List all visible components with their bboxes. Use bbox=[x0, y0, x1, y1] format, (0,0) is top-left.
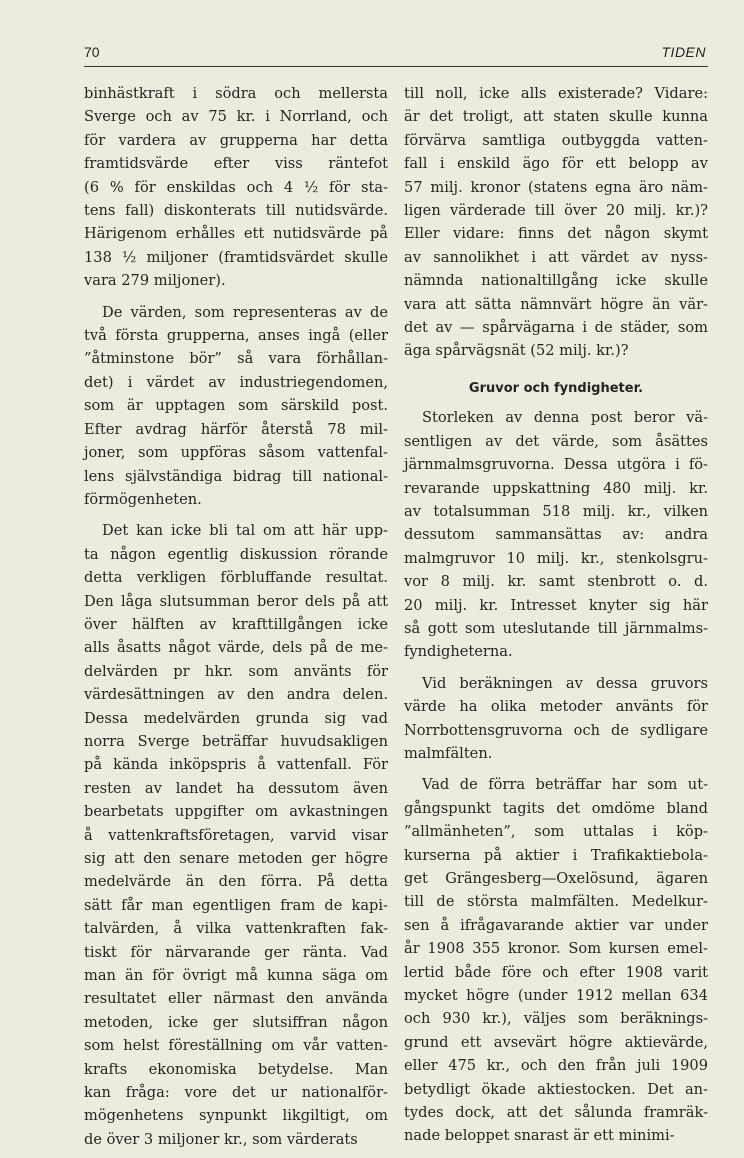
text-line: Härigenom erhålles ett nutidsvärde på bbox=[84, 225, 388, 243]
text-line: nämnda nationaltillgång icke skulle bbox=[404, 272, 708, 290]
text-line: vara 279 miljoner). bbox=[84, 272, 226, 290]
text-line: det av — spårvägarna i de städer, som bbox=[404, 319, 708, 337]
text-line: vara att sätta nämnvärt högre än vär- bbox=[404, 295, 708, 313]
paragraph bbox=[84, 82, 388, 293]
text-line: detta verkligen förbluffande resultat. bbox=[84, 569, 388, 587]
text-line: betydligt ökade aktiestocken. Det an- bbox=[404, 1080, 708, 1098]
text-line: å vattenkraftsföretagen, varvid visar bbox=[84, 826, 388, 844]
text-line: nade beloppet snarast är ett minimi- bbox=[404, 1127, 675, 1145]
text-line: 138 ½ miljoner (framtidsvärdet skulle bbox=[84, 248, 388, 266]
text-line: norra Sverge beträffar huvudsakligen bbox=[84, 732, 388, 750]
text-line: sig att den senare metoden ger högre bbox=[84, 850, 388, 867]
text-line: för vardera av grupperna har detta bbox=[84, 131, 388, 149]
text-line: Dessa medelvärden grunda sig vad bbox=[84, 709, 388, 727]
text-line: lens självständiga bidrag till national- bbox=[84, 467, 388, 485]
text-line: till noll, icke alls existerade? Vidare: bbox=[404, 85, 708, 102]
text-line: get Grängesberg—Oxelösund, ägaren bbox=[404, 870, 708, 887]
running-header bbox=[84, 36, 708, 67]
text-line: förmögenheten. bbox=[84, 490, 202, 508]
text-line: tydes dock, att det sålunda framräk- bbox=[404, 1104, 708, 1122]
paragraph bbox=[404, 82, 708, 363]
text-line: resultatet eller närmast den använda bbox=[84, 990, 388, 1008]
text-line: bearbetats uppgifter om avkastningen bbox=[84, 803, 388, 821]
text-line: förvärva samtliga outbyggda vatten- bbox=[404, 131, 708, 149]
text-line: Storleken av denna post beror vä- bbox=[422, 409, 708, 427]
text-line: lertid både före och efter 1908 varit bbox=[404, 963, 708, 981]
text-line: värde ha olika metoder använts för bbox=[404, 698, 708, 716]
text-line: 57 milj. kronor (statens egna äro näm- bbox=[404, 178, 708, 196]
text-line: ”åtminstone bör” så vara förhållan- bbox=[84, 350, 388, 368]
text-line: till de största malmfälten. Medelkur- bbox=[404, 893, 708, 911]
paragraph bbox=[84, 301, 388, 512]
text-line: resten av landet ha dessutom även bbox=[84, 779, 388, 797]
text-line: sen å ifrågavarande aktier var under bbox=[404, 916, 708, 934]
text-line: medelvärde än den förra. På detta bbox=[84, 873, 388, 891]
text-line: värdesättningen av den andra delen. bbox=[84, 686, 388, 704]
text-line: Vad de förra beträffar har som ut- bbox=[422, 776, 708, 794]
section-heading: Gruvor och fyndigheter. bbox=[468, 380, 644, 396]
text-line: sätt får man egentligen fram de kapi- bbox=[84, 896, 388, 914]
text-line: Den låga slutsumman beror dels på att bbox=[84, 592, 388, 610]
text-line: Vid beräkningen av dessa gruvors bbox=[422, 674, 708, 692]
text-line: år 1908 355 kronor. Som kursen emel- bbox=[404, 940, 708, 958]
text-line: de över 3 miljoner kr., som värderats bbox=[84, 1130, 358, 1148]
text-line: dessutom sammansättas av: andra bbox=[404, 526, 708, 544]
text-line: Norrbottensgruvorna och de sydligare bbox=[404, 721, 708, 739]
text-line: järnmalmsgruvorna. Dessa utgöra i fö- bbox=[404, 456, 708, 474]
text-line: vor 8 milj. kr. samt stenbrott o. d. bbox=[404, 573, 708, 591]
text-line: två första grupperna, anses ingå (eller bbox=[84, 327, 388, 345]
text-line: av totalsumman 518 milj. kr., vilken bbox=[404, 502, 708, 520]
paragraph bbox=[404, 406, 708, 663]
text-line: så gott som uteslutande till järnmalms- bbox=[404, 619, 708, 637]
right-column bbox=[404, 82, 708, 1148]
text-line: av sannolikhet i att värdet av nyss- bbox=[404, 248, 708, 266]
text-line: fyndigheterna. bbox=[404, 643, 513, 661]
paragraph bbox=[404, 672, 708, 766]
text-line: mycket högre (under 1912 mellan 634 bbox=[404, 987, 708, 1005]
text-line: revarande uppskattning 480 milj. kr. bbox=[404, 479, 708, 497]
text-line: över hälften av krafttillgången icke bbox=[84, 615, 388, 633]
text-line: joner, som uppföras såsom vattenfal- bbox=[84, 444, 388, 462]
text-line: äga spårvägsnät (52 milj. kr.)? bbox=[404, 342, 629, 360]
section-body bbox=[404, 406, 708, 1148]
text-line: grund ett avsevärt högre aktievärde, bbox=[404, 1033, 708, 1051]
text-line: eller 475 kr., och den från juli 1909 bbox=[404, 1057, 708, 1075]
text-line: binhästkraft i södra och mellersta bbox=[84, 85, 388, 102]
paragraph bbox=[84, 519, 388, 1151]
text-line: Eller vidare: finns det någon skymt bbox=[404, 225, 708, 243]
text-line: är det troligt, att staten skulle kunna bbox=[404, 108, 708, 126]
text-line: Sverge och av 75 kr. i Norrland, och bbox=[84, 108, 388, 126]
text-line: det) i värdet av industriegendomen, bbox=[84, 373, 388, 391]
text-line: man än för övrigt må kunna säga om bbox=[84, 967, 388, 985]
text-line: malmgruvor 10 milj. kr., stenkolsgru- bbox=[404, 549, 708, 567]
left-column bbox=[84, 82, 388, 1151]
text-line: på kända inköpspris å vattenfall. För bbox=[84, 756, 388, 774]
text-line: krafts ekonomiska betydelse. Man bbox=[84, 1060, 388, 1078]
text-line: mögenhetens synpunkt likgiltigt, om bbox=[84, 1107, 388, 1125]
text-line: fall i enskild ägo för ett belopp av bbox=[404, 155, 708, 173]
text-line: Det kan icke bli tal om att här upp- bbox=[102, 522, 388, 540]
text-line: och 930 kr.), väljes som beräknings- bbox=[404, 1010, 708, 1028]
text-line: De värden, som representeras av de bbox=[102, 303, 388, 321]
text-line: Efter avdrag härför återstå 78 mil- bbox=[84, 420, 388, 438]
text-line: alls åsatts något värde, dels på de me- bbox=[84, 639, 388, 657]
text-line: tiskt för närvarande ger ränta. Vad bbox=[84, 943, 388, 961]
text-line: gångspunkt tagits det omdöme bland bbox=[404, 799, 708, 817]
text-line: delvärden pr hkr. som använts för bbox=[84, 662, 388, 680]
text-line: ta någon egentlig diskussion rörande bbox=[84, 545, 388, 563]
text-line: som är upptagen som särskild post. bbox=[84, 397, 388, 415]
text-line: tens fall) diskonterats till nutidsvärde. bbox=[84, 202, 388, 220]
text-line: sentligen av det värde, som åsättes bbox=[404, 432, 708, 450]
text-line: (6 % för enskildas och 4 ½ för sta- bbox=[84, 178, 388, 196]
text-line: framtidsvärde efter viss räntefot bbox=[84, 155, 388, 173]
text-line: ligen värderade till över 20 milj. kr.)? bbox=[404, 202, 708, 220]
text-line: som helst föreställning om vår vatten- bbox=[84, 1037, 388, 1055]
text-line: 20 milj. kr. Intresset knyter sig här bbox=[404, 596, 708, 614]
text-line: malmfälten. bbox=[404, 744, 493, 762]
text-line: kan fråga: vore det ur nationalför- bbox=[84, 1084, 388, 1102]
page-number: 70 bbox=[84, 44, 100, 60]
paragraph bbox=[404, 773, 708, 1148]
journal-title: TIDEN bbox=[661, 44, 706, 60]
text-line: kurserna på aktier i Trafikaktiebola- bbox=[404, 846, 708, 864]
text-line: ”allmänheten”, som uttalas i köp- bbox=[404, 823, 708, 841]
text-line: talvärden, å vilka vattenkraften fak- bbox=[84, 920, 388, 938]
text-line: metoden, icke ger slutsiffran någon bbox=[84, 1013, 388, 1031]
